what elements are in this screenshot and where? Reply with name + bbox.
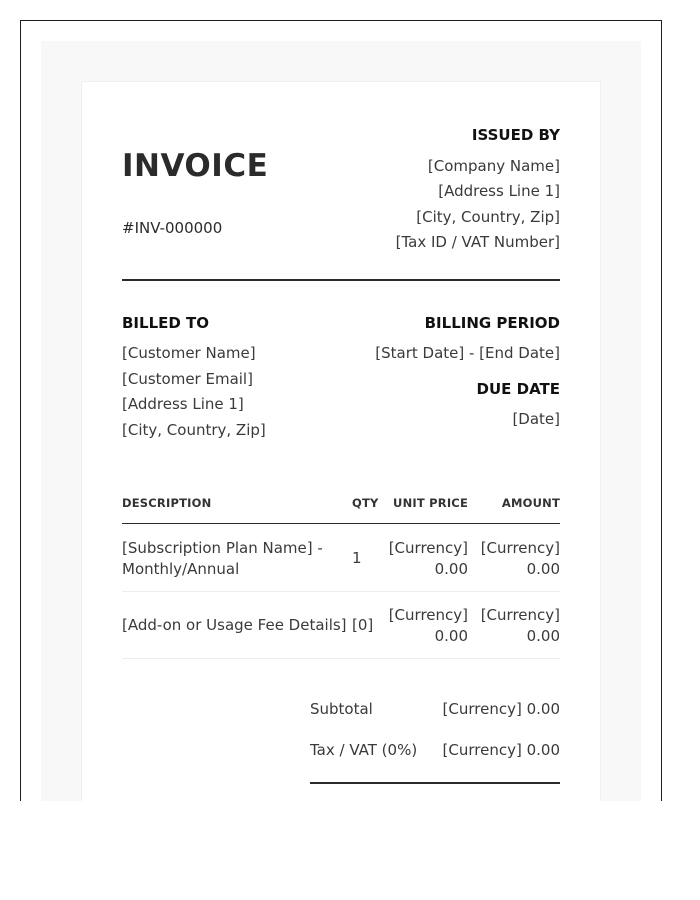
- row1-unit-price-line1: [Currency]: [388, 539, 468, 557]
- col-header-description: DESCRIPTION: [122, 496, 212, 510]
- document-canvas: [41, 41, 641, 801]
- document-viewport: [20, 20, 662, 801]
- due-date-heading: DUE DATE: [476, 380, 560, 398]
- row1-amount-line1: [Currency]: [480, 539, 560, 557]
- row2-amount-line2: 0.00: [526, 627, 560, 645]
- subtotal-label: Subtotal: [310, 700, 373, 718]
- tax-value: [Currency] 0.00: [442, 741, 560, 759]
- row2-description: [Add-on or Usage Fee Details]: [122, 616, 347, 634]
- row1-amount-line2: 0.00: [526, 560, 560, 578]
- issuer-tax-id: [Tax ID / VAT Number]: [395, 233, 560, 251]
- row2-divider: [122, 658, 560, 659]
- row1-unit-price-line2: 0.00: [434, 560, 468, 578]
- row1-description-line2: Monthly/Annual: [122, 560, 240, 578]
- customer-email: [Customer Email]: [122, 370, 253, 388]
- billing-period-heading: BILLING PERIOD: [424, 314, 560, 332]
- customer-name: [Customer Name]: [122, 344, 256, 362]
- subtotal-value: [Currency] 0.00: [442, 700, 560, 718]
- customer-address: [Address Line 1]: [122, 395, 244, 413]
- invoice-number: #INV-000000: [122, 219, 223, 237]
- issuer-address: [Address Line 1]: [438, 182, 560, 200]
- row2-unit-price-line2: 0.00: [434, 627, 468, 645]
- col-header-qty: QTY: [352, 496, 379, 510]
- billing-period-value: [Start Date] - [End Date]: [375, 344, 560, 362]
- invoice-title: INVOICE: [122, 148, 269, 184]
- customer-city: [City, Country, Zip]: [122, 421, 266, 439]
- issued-by-heading: ISSUED BY: [471, 126, 560, 144]
- billed-to-heading: BILLED TO: [122, 314, 210, 332]
- row1-qty: 1: [352, 549, 362, 567]
- issuer-company-name: [Company Name]: [427, 157, 560, 175]
- row1-divider: [122, 591, 560, 592]
- tax-label: Tax / VAT (0%): [310, 741, 418, 759]
- col-header-unit-price: UNIT PRICE: [393, 496, 468, 510]
- totals-divider: [310, 782, 560, 784]
- due-date-value: [Date]: [512, 410, 560, 428]
- issuer-city: [City, Country, Zip]: [416, 208, 560, 226]
- row2-amount-line1: [Currency]: [480, 606, 560, 624]
- header-divider: [122, 279, 560, 281]
- row2-qty: [0]: [352, 616, 374, 634]
- table-header-divider: [122, 523, 560, 524]
- invoice-sheet: [81, 81, 601, 801]
- row1-description-line1: [Subscription Plan Name] -: [122, 539, 323, 557]
- row2-unit-price-line1: [Currency]: [388, 606, 468, 624]
- col-header-amount: AMOUNT: [501, 496, 560, 510]
